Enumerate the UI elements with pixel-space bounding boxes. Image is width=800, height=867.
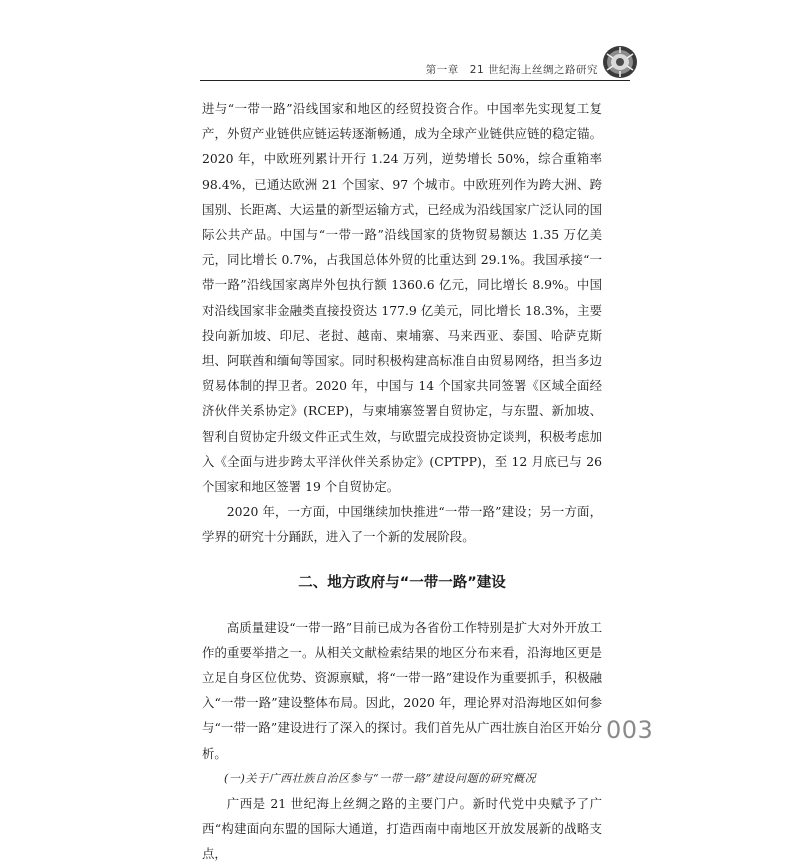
body-text — [202, 96, 602, 867]
paragraph: 高质量建设“一带一路”目前已成为各省份工作特别是扩大对外开放工作的重要举措之一。从相关文献检索结果的地区分布来看，沿海地区更是立足自身区位优势、资源禀赋，将“一带一路”建设作为重要抓手，积极融入“一带一路”建设整体布局。因此，2020 年，理论界对沿海地区如何参与“一带一路”建设进行了深入的探讨。我们首先从广西壮族自治区开始分析。 — [202, 619, 602, 761]
chapter-emblem-icon — [598, 42, 640, 82]
section-heading: 二、地方政府与“一带一路”建设 — [298, 574, 506, 591]
page-number: 003 — [606, 716, 654, 744]
paragraph: 进与“一带一路”沿线国家和地区的经贸投资合作。中国率先实现复工复产，外贸产业链供应链运转逐渐畅通，成为全球产业链供应链的稳定锚。2020 年，中欧班列累计开行 1.24 万列，逆势增长 50%，综合重箱率 98.4%，已通达欧洲 21 个国家、97 个城市。中欧班列作为跨大洲、跨国别、长距离、大运量的新型运输方式，已经成为沿线国家广泛认同的国际公共产品。中国与“一带一路”沿线国家的货物贸易额达 1.35 万亿美元，同比增长 0.7%，占我国总体外贸的比重达到 29.1%。我国承接“一带一路”沿线国家离岸外包执行额 1360.6 亿元，同比增长 8.9%。中国对沿线国家非金融类直接投资达 177.9 亿美元，同比增长 18.3%，主要投向新加坡、印尼、老挝、越南、柬埔寨、马来西亚、泰国、哈萨克斯坦、阿联酋和缅甸等国家。同时积极构建高标准自由贸易网络，担当多边贸易体制的捍卫者。2020 年，中国与 14 个国家共同签署《区域全面经济伙伴关系协定》(RCEP)，与柬埔寨签署自贸协定，与东盟、新加坡、智利自贸协定升级文件正式生效，与欧盟完成投资协定谈判，积极考虑加入《全面与进步跨太平洋伙伴关系协定》(CPTPP)，至 12 月底已与 26 个国家和地区签署 19 个自贸协定。 — [202, 101, 602, 495]
paragraph: 广西是 21 世纪海上丝绸之路的主要门户。新时代党中央赋予了广西“构建面向东盟的国际大通道，打造西南中南地区开放发展新的战略支点， — [202, 796, 602, 862]
running-head: 第一章 21 世纪海上丝绸之路研究 — [425, 64, 598, 76]
paragraph: 2020 年，一方面，中国继续加快推进“一带一路”建设；另一方面，学界的研究十分踊跃，进入了一个新的发展阶段。 — [202, 504, 602, 545]
subsection-heading: (一)关于广西壮族自治区参与“一带一路”建设问题的研究概况 — [224, 771, 537, 785]
header-rule — [200, 80, 630, 81]
